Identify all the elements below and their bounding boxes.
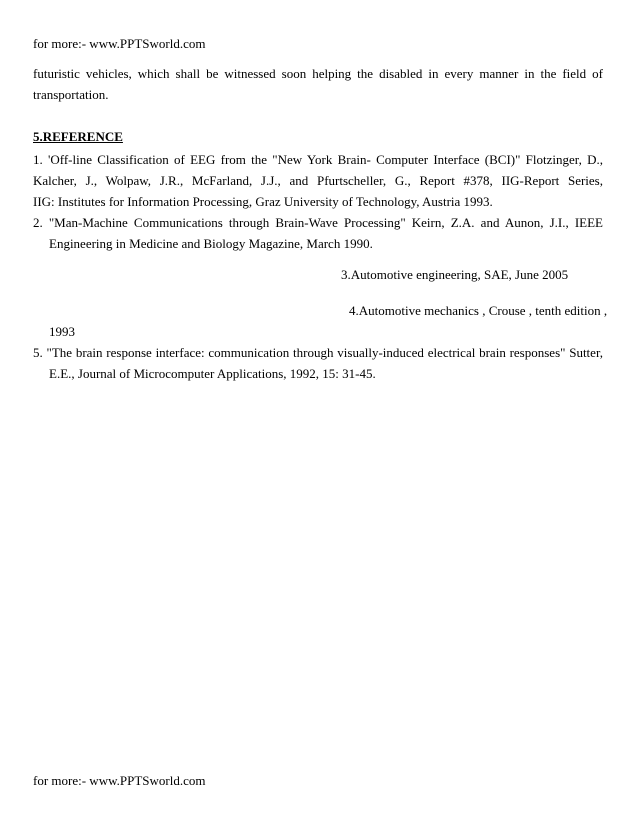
reference-5-line-1: 5. "The brain response interface: communication through visually-induced electrical brain responses" Sutter, bbox=[33, 345, 603, 360]
section-heading: 5.REFERENCE bbox=[33, 129, 123, 144]
reference-4-line-1: 4.Automotive mechanics , Crouse , tenth edition , bbox=[349, 303, 608, 318]
reference-2-line-2: Engineering in Medicine and Biology Magazine, March 1990. bbox=[49, 236, 373, 251]
intro-line-1: futuristic vehicles, which shall be witnessed soon helping the disabled in every manner in the field of bbox=[33, 66, 603, 81]
intro-line-2: transportation. bbox=[33, 87, 109, 102]
reference-5-line-2: E.E., Journal of Microcomputer Applications, 1992, 15: 31-45. bbox=[49, 366, 376, 381]
page-header: for more:- www.PPTSworld.com bbox=[33, 36, 206, 51]
page-footer: for more:- www.PPTSworld.com bbox=[33, 773, 206, 788]
reference-1-line-1: 1. 'Off-line Classification of EEG from the "New York Brain- Computer Interface (BCI)" Flotzinger, D., bbox=[33, 152, 603, 167]
reference-1-line-3: IIG: Institutes for Information Processing, Graz University of Technology, Austria 1993. bbox=[33, 194, 493, 209]
reference-3: 3.Automotive engineering, SAE, June 2005 bbox=[341, 267, 569, 282]
reference-2-line-1: 2. "Man-Machine Communications through Brain-Wave Processing" Keirn, Z.A. and Aunon, J.I., IEEE bbox=[33, 215, 603, 230]
reference-4-line-2: 1993 bbox=[49, 324, 75, 339]
reference-1-line-2: Kalcher, J., Wolpaw, J.R., McFarland, J.J., and Pfurtscheller, G., Report #378, IIG-Report Series, bbox=[33, 173, 603, 188]
